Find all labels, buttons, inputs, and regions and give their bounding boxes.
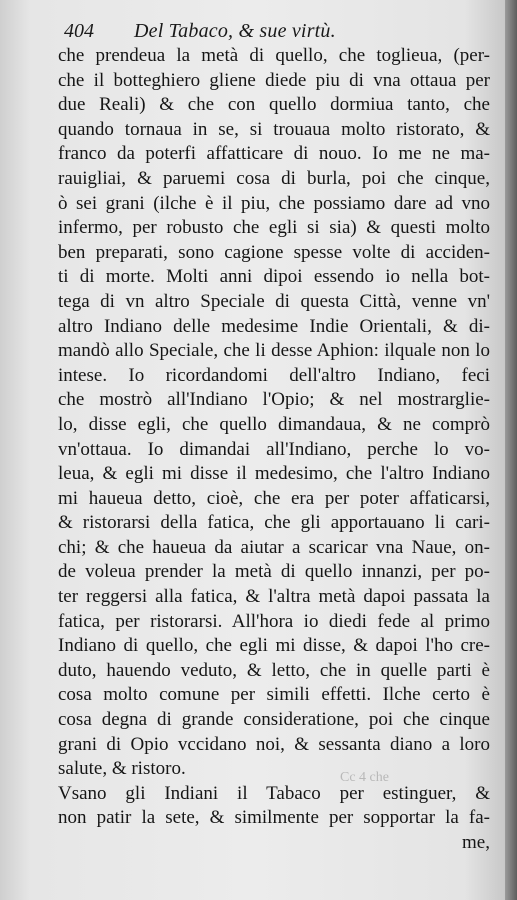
text-line: duto, hauendo veduto, & letto, che in quelle parti è — [58, 659, 490, 681]
text-line: quando tornaua in se, si trouaua molto ristorato, & — [58, 118, 490, 140]
text-line: che il botteghiero gliene diede piu di vna ottaua per — [58, 69, 490, 91]
text-line: cosa degna di grande consideratione, poi che cinque — [58, 709, 490, 731]
body-text — [58, 44, 490, 856]
text-line: ò sei grani (ilche è il piu, che possiamo dare ad vno — [58, 192, 490, 214]
catchword: me, — [462, 832, 490, 853]
text-line: infermo, per robusto che egli si sia) & questi molto — [58, 217, 490, 239]
text-line: non patir la sete, & similmente per sopportar la fa- — [58, 807, 490, 829]
text-line: leua, & egli mi disse il medesimo, che l'altro Indiano — [58, 463, 490, 485]
running-head: Del Tabaco, & sue virtù. — [134, 20, 336, 42]
text-line: rauigliai, & paruemi cosa di burla, poi che cinque, — [58, 167, 490, 189]
text-line: chi; & che haueua da aiutar a scaricar vna Naue, on- — [58, 536, 490, 558]
text-line: lo, disse egli, che quello dimandaua, & ne comprò — [58, 413, 490, 435]
text-line: cosa molto comune per simili effetti. Ilche certo è — [58, 684, 490, 706]
paragraph-first-line: Vsano gli Indiani il Tabaco per estinguer, & — [58, 782, 490, 804]
text-line: mi haueua detto, cioè, che era per poter affaticarsi, — [58, 487, 490, 509]
text-line: due Reali) & che con quello dormiua tanto, che — [58, 94, 490, 116]
text-line: grani di Opio vccidano noi, & sessanta diano a loro — [58, 733, 490, 755]
text-line: Indiano di quello, che egli mi disse, & dapoi l'ho cre- — [58, 635, 490, 657]
text-line: franco da poterfi affatticare di nouo. Io me ne ma- — [58, 143, 490, 165]
text-line: ti di morte. Molti anni dipoi essendo io nella bot- — [58, 266, 490, 288]
show-through-text: Cc 4 che — [340, 770, 389, 785]
text-line: tega di vn altro Speciale di questa Città, venne vn' — [58, 290, 490, 312]
text-line: de voleua prender la metà di quello innanzi, per po- — [58, 561, 490, 583]
text-line: ter reggersi alla fatica, & l'altra metà dapoi passata la — [58, 586, 490, 608]
text-line: che prendeua la metà di quello, che toglieua, (per- — [58, 45, 490, 66]
text-line: che mostrò all'Indiano l'Opio; & nel mostrarglie- — [58, 389, 490, 411]
text-line: fatica, per ristorarsi. All'hora io diedi fede al primo — [58, 610, 490, 632]
text-line: ben preparati, sono cagione spesse volte di acciden- — [58, 241, 490, 263]
page-number: 404 — [64, 20, 94, 42]
text-line: & ristorarsi della fatica, che gli apportauano li cari- — [58, 512, 490, 534]
text-line: salute, & ristoro. — [58, 758, 186, 780]
page-edge — [505, 0, 517, 900]
text-line: mandò allo Speciale, che li desse Aphion: ilquale non lo — [58, 340, 490, 362]
text-line: vn'ottaua. Io dimandai all'Indiano, perche lo vo- — [58, 438, 490, 460]
text-line: intese. Io ricordandomi dell'altro Indiano, feci — [58, 364, 490, 386]
text-line: altro Indiano delle medesime Indie Orientali, & di- — [58, 315, 490, 337]
